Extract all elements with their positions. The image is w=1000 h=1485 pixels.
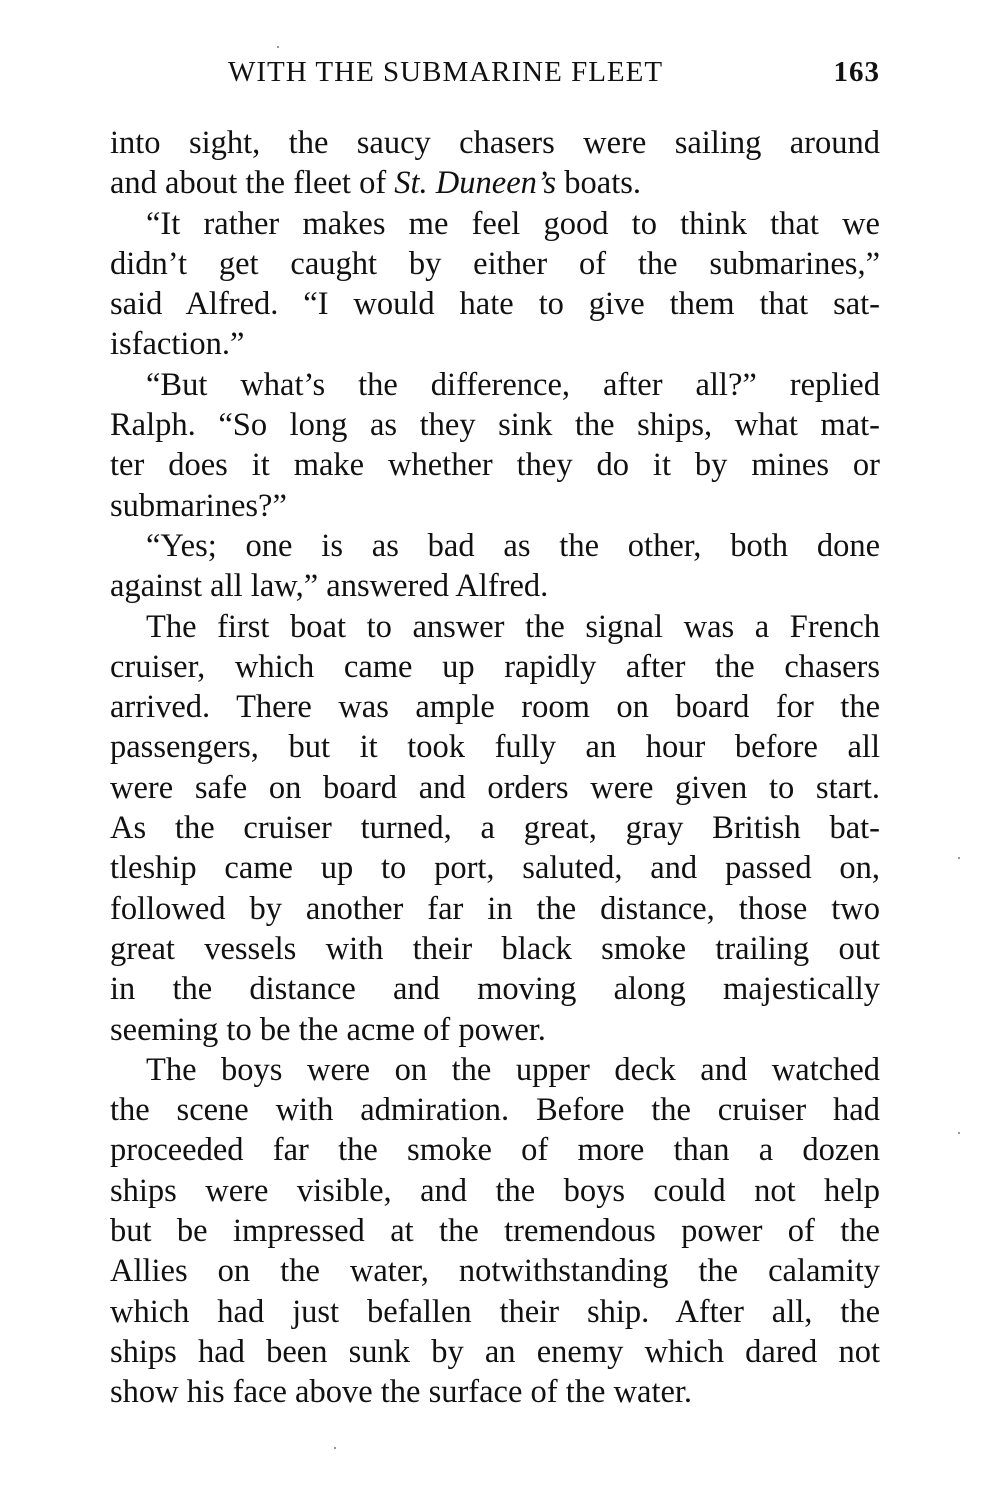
text-line: ter does it make whether they do it by mines or: [110, 447, 880, 484]
scan-speck: [958, 857, 960, 859]
paragraph: [110, 365, 880, 526]
text-line: tleship came up to port, saluted, and passed on,: [110, 850, 880, 887]
text-fragment: boats.: [556, 165, 642, 202]
running-header: [110, 56, 880, 96]
text-line: [110, 163, 880, 203]
text-line: “But what’s the difference, after all?” replied: [146, 366, 880, 403]
text-line: ships were visible, and the boys could not help: [110, 1172, 880, 1209]
text-line: ships had been sunk by an enemy which dared not: [110, 1333, 880, 1370]
text-line: into sight, the saucy chasers were sailing around: [110, 125, 880, 161]
text-line: The boys were on the upper deck and watched: [146, 1051, 880, 1088]
text-line: seeming to be the acme of power.: [110, 1011, 546, 1048]
text-line: didn’t get caught by either of the submarines,”: [110, 245, 880, 282]
text-line: show his face above the surface of the water.: [110, 1374, 693, 1411]
text-line: against all law,” answered Alfred.: [110, 568, 549, 605]
text-line: proceeded far the smoke of more than a dozen: [110, 1132, 880, 1169]
text-line: isfaction.”: [110, 326, 245, 363]
text-line: The first boat to answer the signal was a French: [146, 608, 880, 645]
text-line: submarines?”: [110, 487, 287, 524]
body-text: [110, 123, 880, 1413]
paragraph: [110, 204, 880, 365]
scan-speck: [958, 1132, 960, 1134]
paragraph: [110, 607, 880, 1050]
text-line: “Yes; one is as bad as the other, both done: [146, 527, 880, 564]
text-line: but be impressed at the tremendous power of the: [110, 1213, 880, 1250]
text-line: were safe on board and orders were given to start.: [110, 769, 880, 806]
paragraph: [110, 1050, 880, 1413]
running-title: WITH THE SUBMARINE FLEET: [228, 56, 664, 88]
text-line: Allies on the water, notwithstanding the calamity: [110, 1253, 880, 1290]
page-number: 163: [833, 56, 880, 88]
scan-speck: [277, 46, 279, 48]
scan-speck: [334, 1447, 336, 1449]
text-fragment: and about the fleet of: [110, 165, 395, 202]
text-line: arrived. There was ample room on board for the: [110, 689, 880, 726]
text-line: followed by another far in the distance, those two: [110, 890, 880, 927]
text-line: As the cruiser turned, a great, gray British bat-: [110, 810, 880, 847]
text-line: in the distance and moving along majestically: [110, 971, 880, 1008]
paragraph: [110, 123, 880, 204]
text-line: great vessels with their black smoke trailing out: [110, 930, 880, 967]
text-line: Ralph. “So long as they sink the ships, what mat-: [110, 407, 880, 444]
paragraph: [110, 526, 880, 607]
ship-name: St. Duneen’s: [394, 165, 557, 202]
text-line: the scene with admiration. Before the cruiser had: [110, 1092, 880, 1129]
text-line: passengers, but it took fully an hour before all: [110, 729, 880, 766]
text-line: said Alfred. “I would hate to give them that sat-: [110, 286, 880, 323]
text-line: “It rather makes me feel good to think that we: [146, 205, 880, 242]
text-line: which had just befallen their ship. After all, the: [110, 1293, 880, 1330]
text-line: cruiser, which came up rapidly after the chasers: [110, 648, 880, 685]
